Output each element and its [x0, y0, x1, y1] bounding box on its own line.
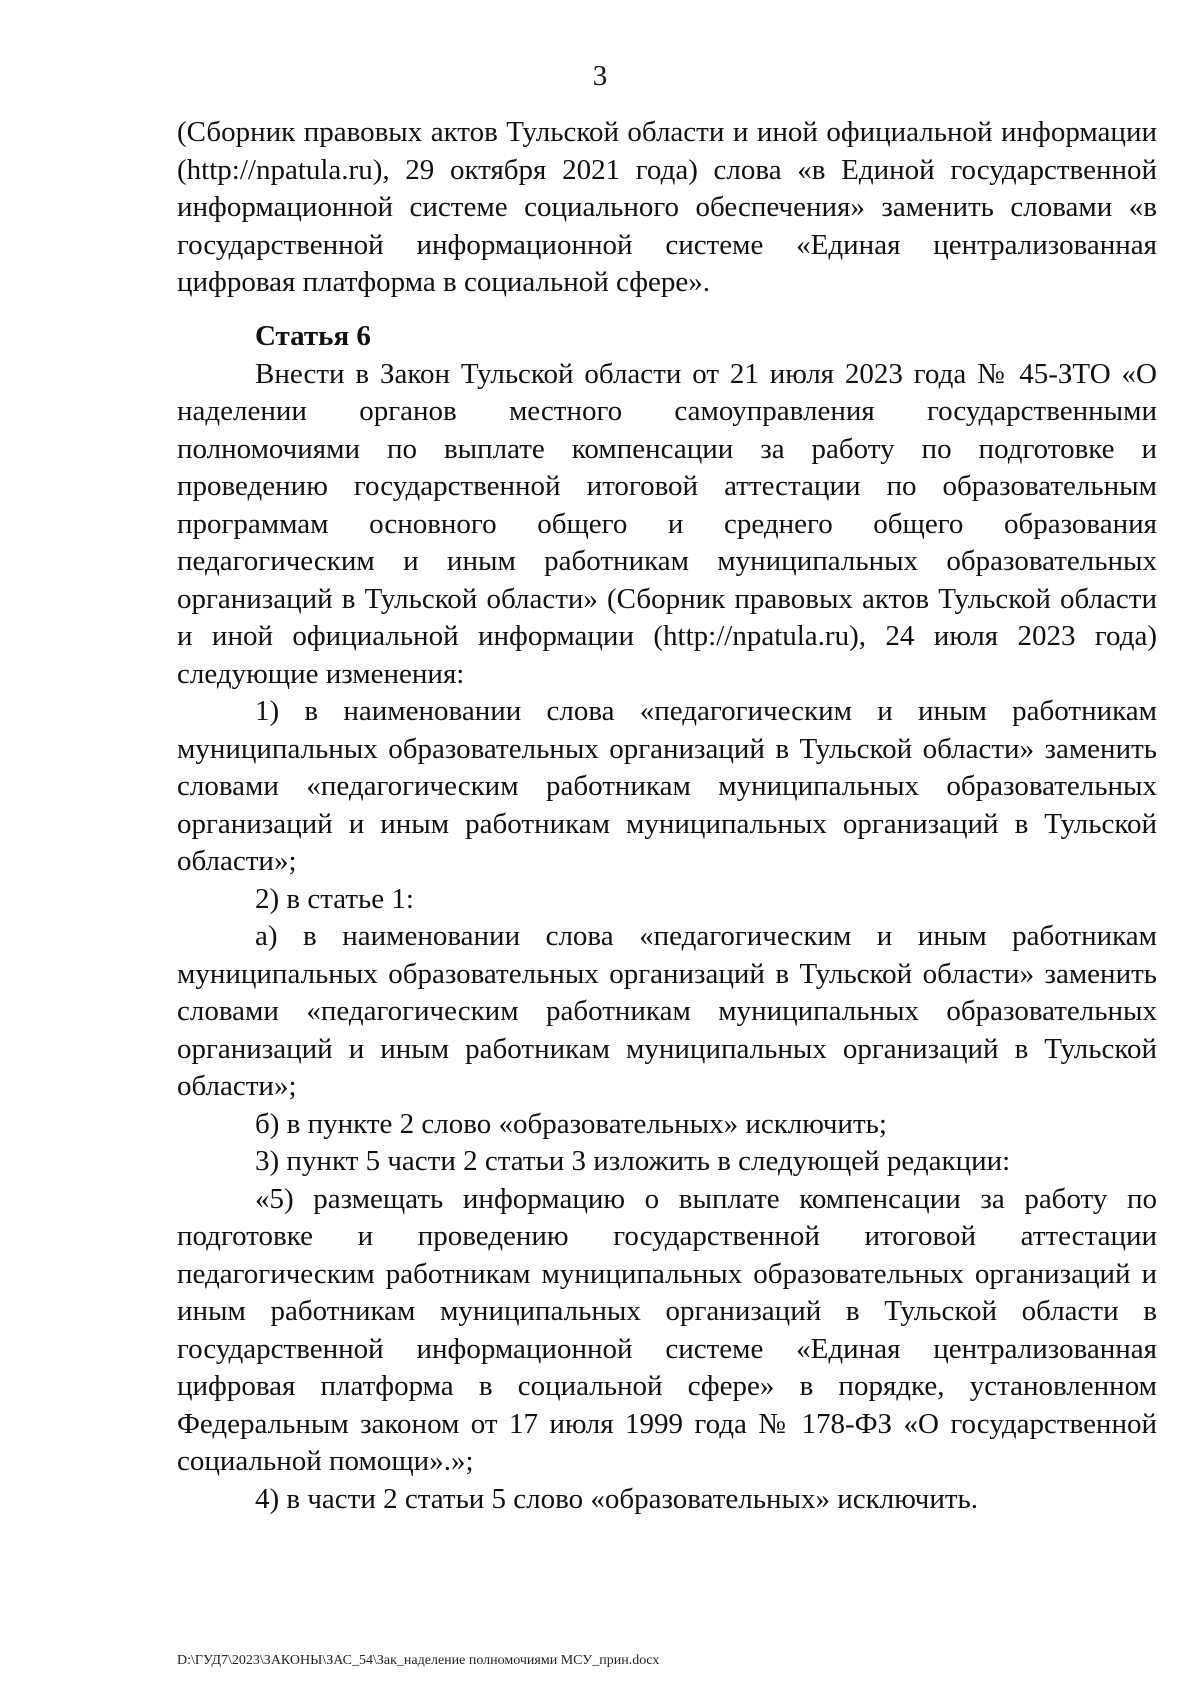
item-3-paragraph: 3) пункт 5 части 2 статьи 3 изложить в следующей редакции: [255, 1145, 1011, 1177]
page-number: 3 [592, 60, 608, 92]
article-6-block [177, 318, 1157, 1518]
item-2a-paragraph: а) в наименовании слова «педагогическим и иным работникам муниципальных образовательных организаций в Тульской области» заменить словами «педагогическим работникам муниципальных образовательных организаций и иным работникам муниципальных организаций в Тульской области»; [177, 920, 1157, 1102]
item-2b-paragraph: б) в пункте 2 слово «образовательных» исключить; [255, 1107, 887, 1140]
article-intro-paragraph: Внести в Закон Тульской области от 21 июля 2023 года № 45-ЗТО «О наделении органов местного самоуправления государственными полномочиями по выплате компенсации за работу по подготовке и проведению государственной итоговой аттестации по образовательным программам основного общего и среднего общего образования педагогическим и иным работникам муниципальных образовательных организаций в Тульской области» (Сборник правовых актов Тульской области и иной официальной информации (http://npatula.ru), 24 июля 2023 года) следующие изменения: [177, 357, 1157, 690]
continued-paragraph-block [177, 114, 1157, 302]
item-1-paragraph: 1) в наименовании слова «педагогическим и иным работникам муниципальных образовательных организаций в Тульской области» заменить словами «педагогическим работникам муниципальных образовательных организаций и иным работникам муниципальных организаций в Тульской области»; [177, 695, 1157, 877]
item-4-paragraph: 4) в части 2 статьи 5 слово «образовательных» исключить. [255, 1482, 979, 1515]
item-2-paragraph: 2) в статье 1: [255, 882, 414, 915]
item-3-quote-paragraph: «5) размещать информацию о выплате компенсации за работу по подготовке и проведению государственной итоговой аттестации педагогическим работникам муниципальных образовательных организаций и иным работникам муниципальных организаций в Тульской области в государственной информационной системе «Единая централизованная цифровая платформа в социальной сфере» в порядке, установленном Федеральным законом от 17 июля 1999 года № 178-ФЗ «О государственной социальной помощи».»; [177, 1182, 1157, 1477]
footer-file-path: D:\ГУД7\2023\ЗАКОНЫ\ЗАС_54\Зак_наделение полномочиями МСУ_прин.docx [177, 1653, 660, 1668]
article-heading: Статья 6 [255, 320, 371, 352]
continued-paragraph: (Сборник правовых актов Тульской области и иной официальной информации (http://npatula.ru), 29 октября 2021 года) слова «в Единой государственной информационной системе социального обеспечения» заменить словами «в государственной информационной системе «Единая централизованная цифровая платформа в социальной сфере». [177, 116, 1157, 298]
